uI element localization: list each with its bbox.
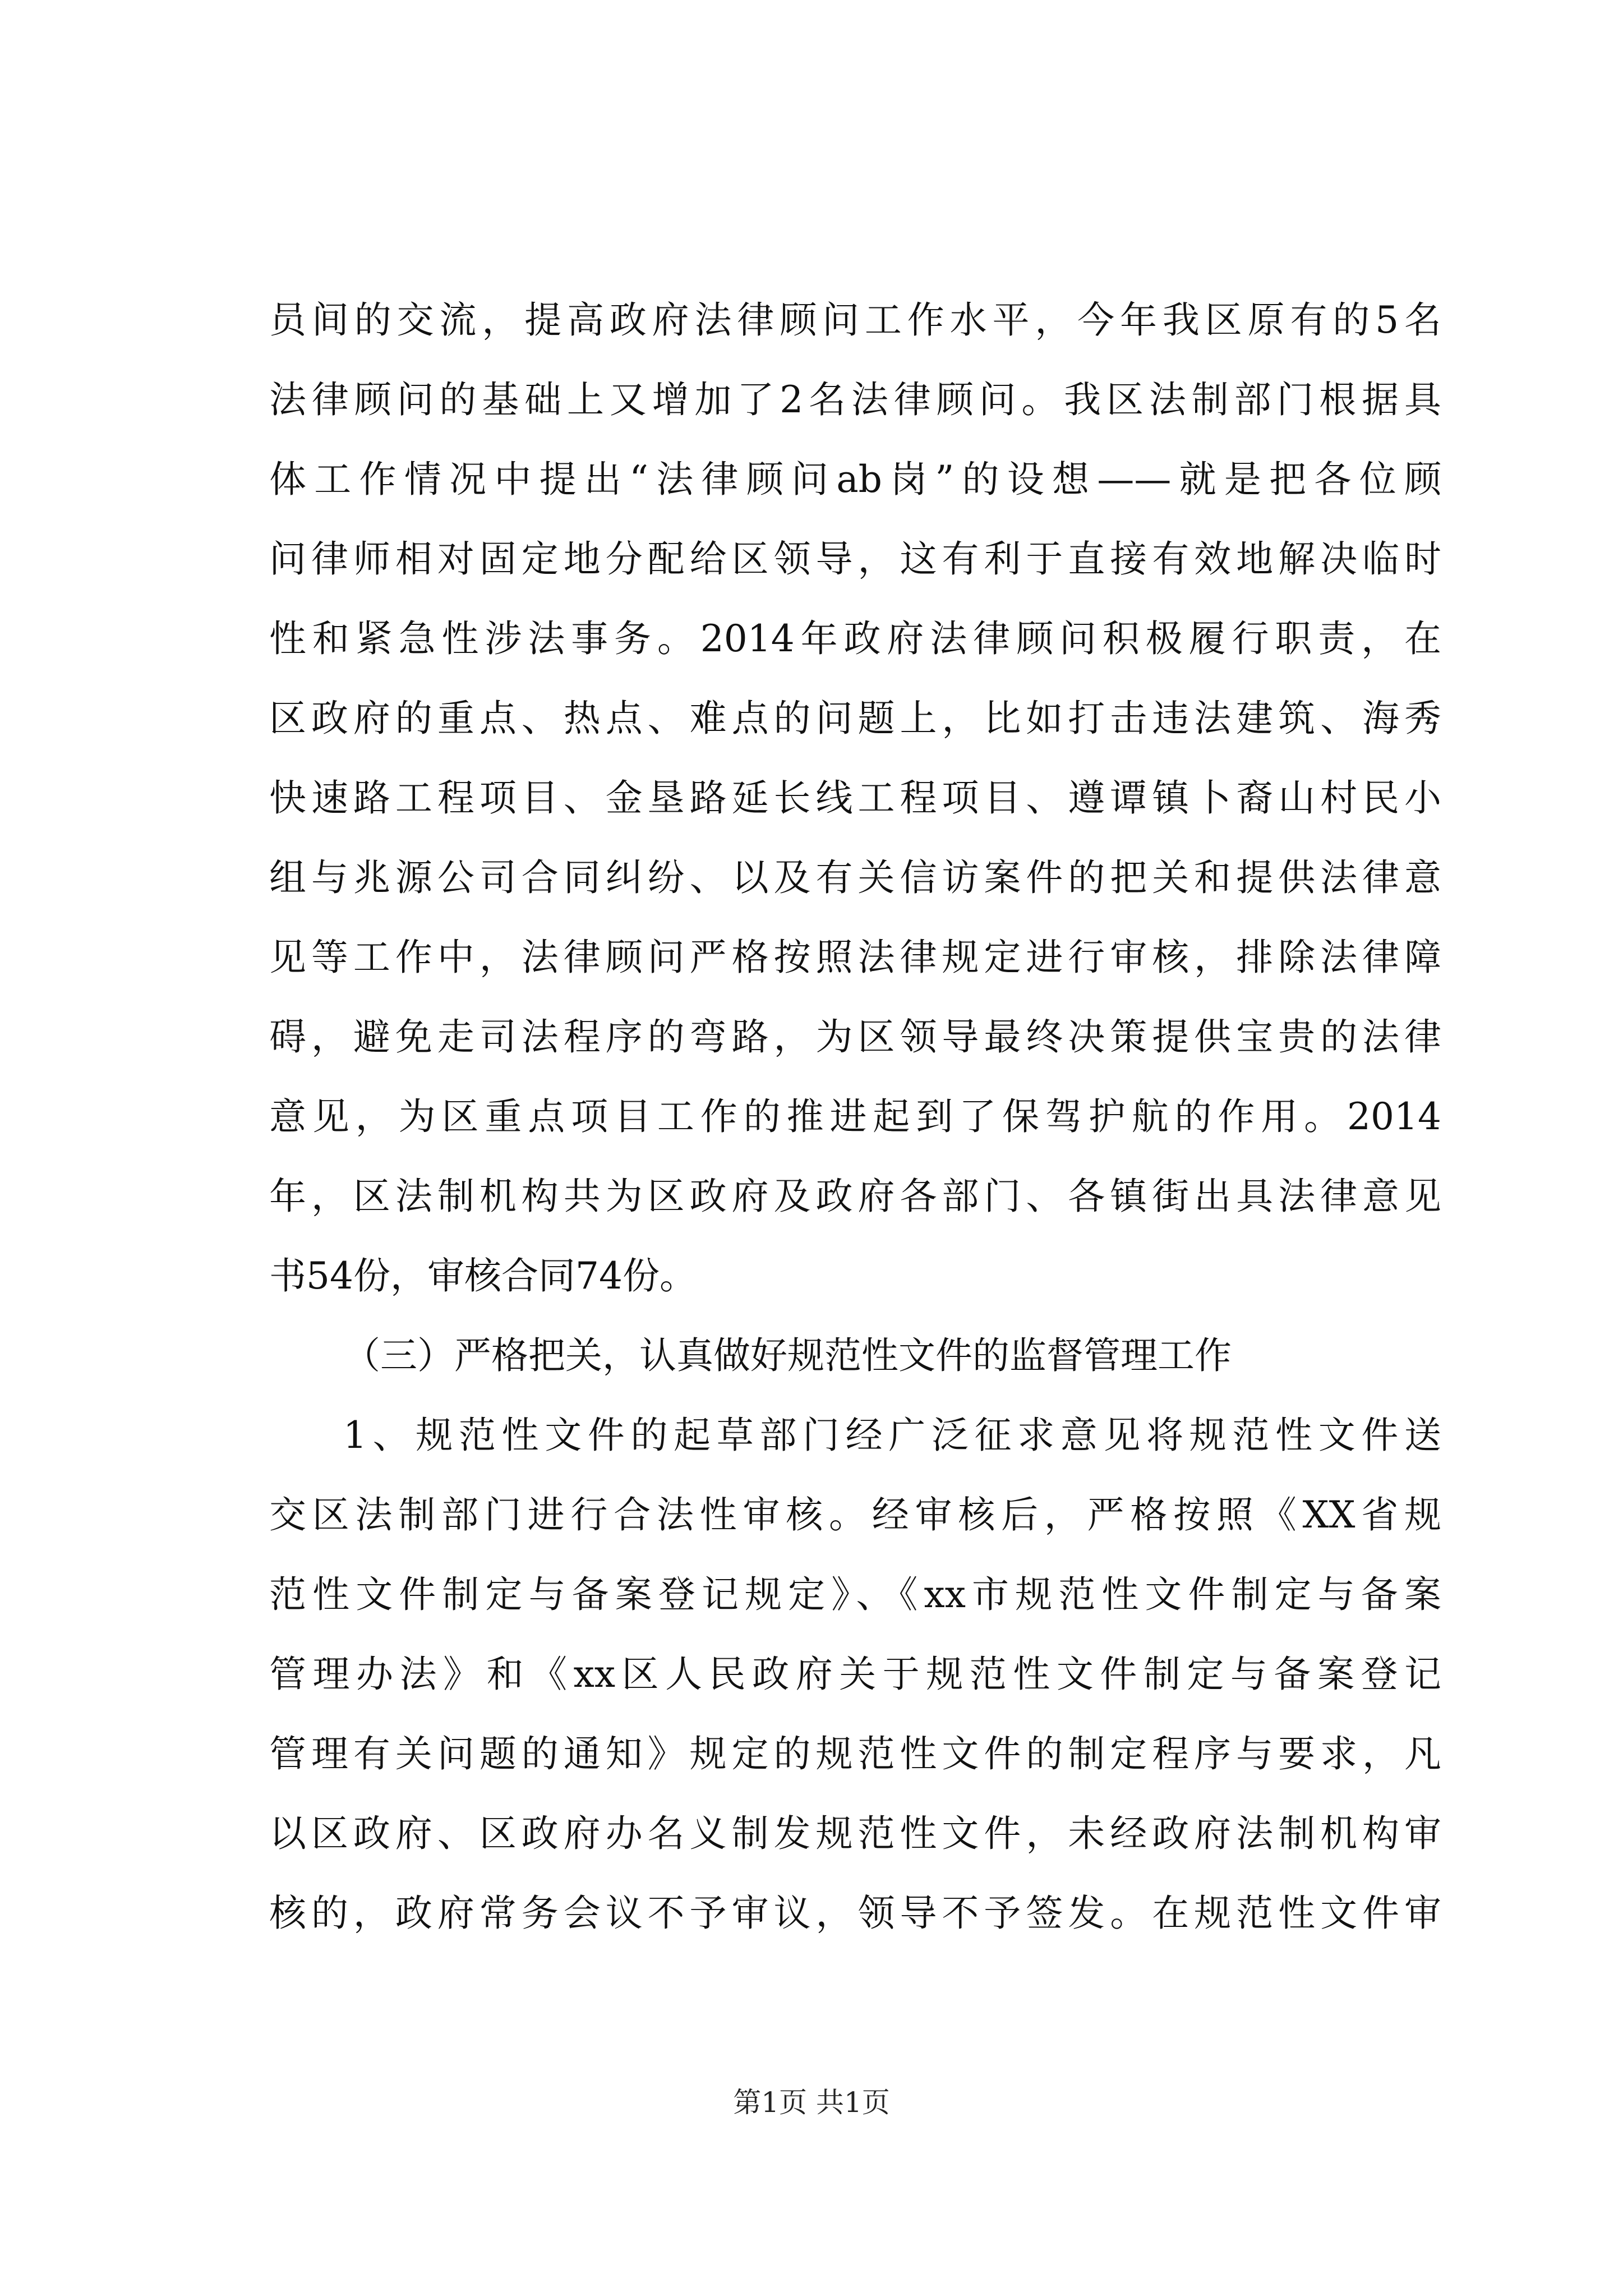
body-line-7: 快速路工程项目、金垦路延长线工程项目、遵谭镇卜裔山村民小 xyxy=(269,776,1441,820)
body-line-13: 书54份，审核合同74份。 xyxy=(269,1254,697,1297)
body-line-17: 范性文件制定与备案登记规定》、《xx市规范性文件制定与备案 xyxy=(269,1573,1441,1616)
body-line-19: 管理有关问题的通知》规定的规范性文件的制定程序与要求，凡 xyxy=(269,1732,1441,1775)
page-footer: 第1页 共1页 xyxy=(733,2086,890,2119)
body-line-15: 1、规范性文件的起草部门经广泛征求意见将规范性文件送 xyxy=(343,1414,1441,1457)
body-line-2: 法律顾问的基础上又增加了2名法律顾问。我区法制部门根据具 xyxy=(269,378,1441,421)
body-line-9: 见等工作中，法律顾问严格按照法律规定进行审核，排除法律障 xyxy=(269,936,1441,979)
body-line-1: 员间的交流，提高政府法律顾问工作水平，今年我区原有的5名 xyxy=(269,298,1441,342)
body-line-18: 管理办法》和《xx区人民政府关于规范性文件制定与备案登记 xyxy=(269,1653,1441,1696)
body-line-11: 意见，为区重点项目工作的推进起到了保驾护航的作用。2014 xyxy=(269,1095,1441,1138)
body-line-21: 核的，政府常务会议不予审议，领导不予签发。在规范性文件审 xyxy=(269,1892,1441,1935)
body-line-12: 年，区法制机构共为区政府及政府各部门、各镇街出具法律意见 xyxy=(269,1175,1441,1218)
body-line-16: 交区法制部门进行合法性审核。经审核后，严格按照《XX省规 xyxy=(269,1493,1441,1536)
body-line-10: 碍，避免走司法程序的弯路，为区领导最终决策提供宝贵的法律 xyxy=(269,1015,1441,1059)
section-heading: （三）严格把关，认真做好规范性文件的监督管理工作 xyxy=(343,1334,1232,1377)
body-line-4: 问律师相对固定地分配给区领导，这有利于直接有效地解决临时 xyxy=(269,537,1441,581)
body-line-20: 以区政府、区政府办名义制发规范性文件，未经政府法制机构审 xyxy=(269,1812,1441,1855)
body-line-3: 体工作情况中提出“法律顾问ab岗”的设想——就是把各位顾 xyxy=(269,458,1441,501)
body-line-6: 区政府的重点、热点、难点的问题上，比如打击违法建筑、海秀 xyxy=(269,697,1441,740)
body-line-8: 组与兆源公司合同纠纷、以及有关信访案件的把关和提供法律意 xyxy=(269,856,1441,899)
document-body xyxy=(269,280,1441,1953)
body-line-5: 性和紧急性涉法事务。2014年政府法律顾问积极履行职责，在 xyxy=(269,617,1441,660)
